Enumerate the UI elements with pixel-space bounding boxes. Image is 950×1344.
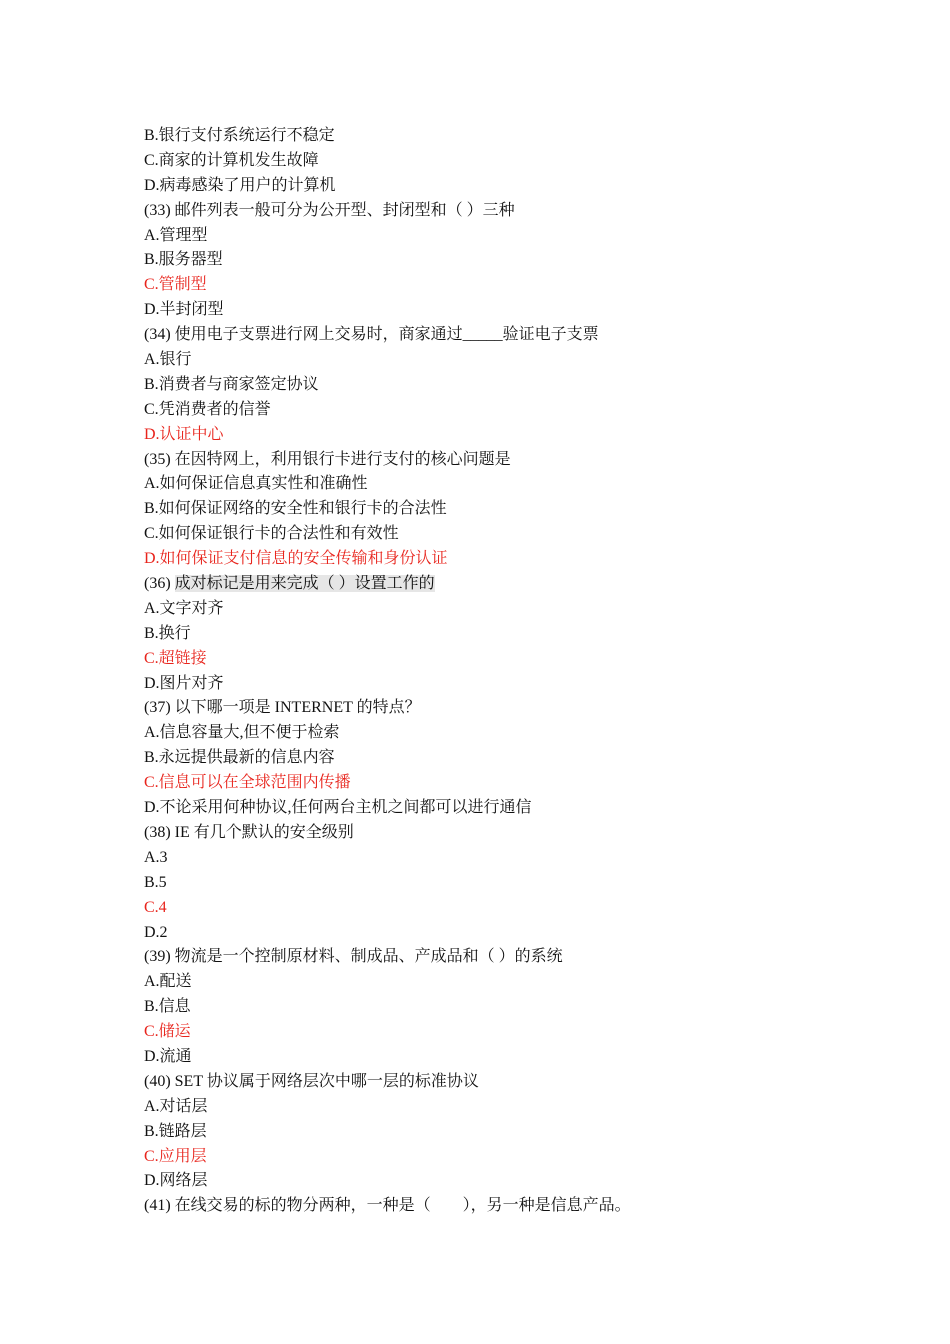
option-line: C.如何保证银行卡的合法性和有效性: [144, 525, 399, 543]
option-line: A.信息容量大,但不便于检索: [144, 724, 340, 742]
option-line: D.网络层: [144, 1172, 208, 1190]
question-line: (39) 物流是一个控制原材料、制成品、产成品和（ ）的系统: [144, 948, 563, 966]
option-line: D.半封闭型: [144, 301, 224, 319]
option-line: A.银行: [144, 351, 192, 369]
option-line: B.如何保证网络的安全性和银行卡的合法性: [144, 500, 447, 518]
option-line: A.配送: [144, 973, 192, 991]
answer-line: C.储运: [144, 1023, 191, 1041]
option-line: C.商家的计算机发生故障: [144, 151, 319, 169]
question-line-highlighted: [144, 572, 844, 597]
option-line: B.换行: [144, 624, 191, 642]
option-line: B.5: [144, 873, 167, 891]
option-line: D.图片对齐: [144, 674, 224, 692]
answer-line: D.认证中心: [144, 425, 224, 443]
option-line: A.管理型: [144, 226, 208, 244]
option-line: B.服务器型: [144, 251, 223, 269]
question-line: (40) SET 协议属于网络层次中哪一层的标准协议: [144, 1072, 479, 1090]
answer-line: C.4: [144, 898, 167, 916]
question-line: (37) 以下哪一项是 INTERNET 的特点？: [144, 699, 421, 717]
question-line: (34) 使用电子支票进行网上交易时，商家通过_____验证电子支票: [144, 326, 599, 344]
option-line: A.文字对齐: [144, 599, 224, 617]
question-line: (41) 在线交易的标的物分两种，一种是（ ），另一种是信息产品。: [144, 1197, 631, 1215]
answer-line: C.超链接: [144, 649, 207, 667]
question-number: (36): [144, 575, 175, 593]
option-line: B.银行支付系统运行不稳定: [144, 127, 335, 144]
option-line: D.流通: [144, 1047, 192, 1065]
option-line: A.对话层: [144, 1097, 208, 1115]
question-line: (38) IE 有几个默认的安全级别: [144, 823, 354, 841]
highlighted-question-text: 成对标记是用来完成（ ）设置工作的: [174, 575, 435, 593]
question-line: (33) 邮件列表一般可分为公开型、封闭型和（ ）三种: [144, 201, 515, 219]
answer-line: C.应用层: [144, 1147, 207, 1165]
option-line: B.信息: [144, 998, 191, 1016]
answer-line: C.管制型: [144, 276, 207, 294]
option-line: B.永远提供最新的信息内容: [144, 749, 335, 767]
option-line: D.病毒感染了用户的计算机: [144, 176, 336, 194]
option-line: C.凭消费者的信誉: [144, 400, 271, 418]
option-line: A.如何保证信息真实性和准确性: [144, 475, 368, 493]
option-line: A.3: [144, 848, 168, 866]
document-page: [144, 124, 844, 1219]
answer-line: C.信息可以在全球范围内传播: [144, 774, 351, 792]
answer-line: D.如何保证支付信息的安全传输和身份认证: [144, 550, 448, 568]
option-line: D.不论采用何种协议,任何两台主机之间都可以进行通信: [144, 799, 532, 817]
option-line: B.消费者与商家签定协议: [144, 375, 319, 393]
option-line: B.链路层: [144, 1122, 207, 1140]
question-line: (35) 在因特网上，利用银行卡进行支付的核心问题是: [144, 450, 511, 468]
option-line: D.2: [144, 923, 168, 941]
